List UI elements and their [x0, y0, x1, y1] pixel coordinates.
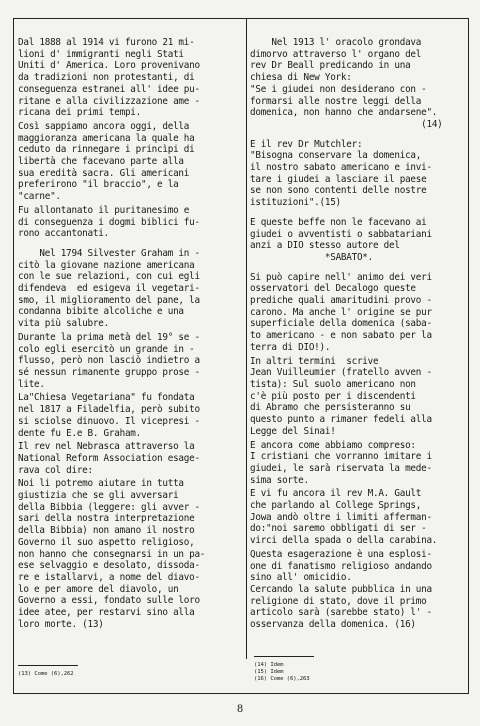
paragraph: Dal 1888 al 1914 vi furono 21 mi- lioni d' immigranti negli Stati Uniti d' America. Loro provenivano da tradizioni non protestanti, di conseguenza estranei all' idee pu- ritane e alla civilizzazione ame - ricana dei primi tempi. [18, 37, 200, 119]
left-column [18, 19, 244, 632]
footnote-rule [18, 665, 78, 666]
paragraph: Nel 1794 Silvester Graham in - citò la giovane nazione americana con le sue relazioni, con cui egli difendeva ed esigeva il vegetari- smo, il miglioramento del pane, la condanna bibite alcoliche e una vita più salubre. [18, 247, 200, 330]
paragraph: Nel 1913 l' oracolo grondava dimorvo attraverso l' organo del rev Dr Beall predicando in una chiesa di New York: "Se i giudei non desiderano con - formarsi alle nostre leggi della domenica, non hanno che andarsene". (14) [250, 37, 443, 130]
paragraph: E ancora come abbiamo compreso: I cristiani che vorranno imitare i giudei, le sarà riservata la mede- sima sorte. [250, 439, 432, 486]
paragraph: E vi fu ancora il rev M.A. Gault che parlando al College Springs, Jowa andò oltre i limiti afferman- do:"noi saremo obbligati di ser - virci della spada o della carabina. [250, 488, 438, 547]
paragraph: Il rev nel Nebrasca attraverso la National Reform Association esage- rava col dire: [18, 441, 200, 476]
footnote: (13) Come (6),262 [18, 671, 74, 677]
column-divider [246, 19, 247, 659]
paragraph: Fu allontanato il puritanesimo e di conseguenza i dogmi biblici fu- rono accantonati. [18, 204, 200, 240]
paragraph: La"Chiesa Vegetariana" fu fondata nel 1817 a Filadelfia, però subito si sciolse dinuovo. Il vicepresi - dente fu E.e B. Graham. [18, 392, 200, 439]
right-column [250, 19, 464, 633]
footnote-rule [254, 656, 314, 657]
paragraph: E il rev Dr Mutchler: "Bisogna conservare la domenica, il nostro sabato americano e invi- tare i giudei a lasciare il paese se non sono contenti delle nostre istituzioni".(15) [250, 138, 432, 209]
page-frame [13, 18, 469, 694]
paragraph: In altri termini scrive Jean Vuilleumier (fratello avven - tista): Sul suolo americano non c'è più posto per i discendenti di Abramo che persisteranno su questo punto a rimaner fedeli alla Legge del Sinai! [250, 355, 432, 437]
paragraph: Durante la prima metà del 19° se - colo egli esercitò un grande in - flusso, però non lasciò indietro a sé nessun rimanente gruppo prose - lite. [18, 331, 200, 390]
page-number: 8 [236, 704, 244, 715]
paragraph: E queste beffe non le facevano ai giudei o avventisti o sabbatariani anzi a DIO stesso autore del *SABATO*. [250, 216, 432, 263]
paragraph: Noi li potremo aiutare in tutta giustizia che se gli avversari della Bibbia (leggere: gli avver - sari della nostra interpretazione della Bibbia) non amano il nostro Governo il suo aspetto religioso, non hanno che consegnarsi in un pa- ese selvaggio e desolato, dissoda- re e istallarvi, a nome del diavo- lo e per amore del diavolo, un Governo a essi, fondato sulle loro idee atee, per restarvi sino alla loro morte. (13) [18, 478, 206, 630]
paragraph: Si può capire nell' animo dei veri osservatori del Decalogo queste prediche quali amaritudini provo - carono. Ma anche l' origine se pur superficiale della domenica (saba- to americano - e non sabato per la terra di DIO!). [250, 271, 432, 353]
paragraph: Questa esagerazione è una esplosi- one di fanatismo religioso andando sino all' omicidio. Cercando la salute pubblica in una religione di stato, dove il primo articolo sarà (sarebbe stato) l' - osservanza della domenica. (16) [250, 548, 432, 631]
paragraph: Così sappiamo ancora oggi, della maggioranza americana la quale ha ceduto da rinnegare i princìpi di libertà che facevano parte alla sua eredità sacra. Gli americani preferirono "il braccio", e la "carne". [18, 120, 195, 203]
footnote: (14) Idem (15) Idem (16) Come (6),263 [254, 662, 310, 682]
